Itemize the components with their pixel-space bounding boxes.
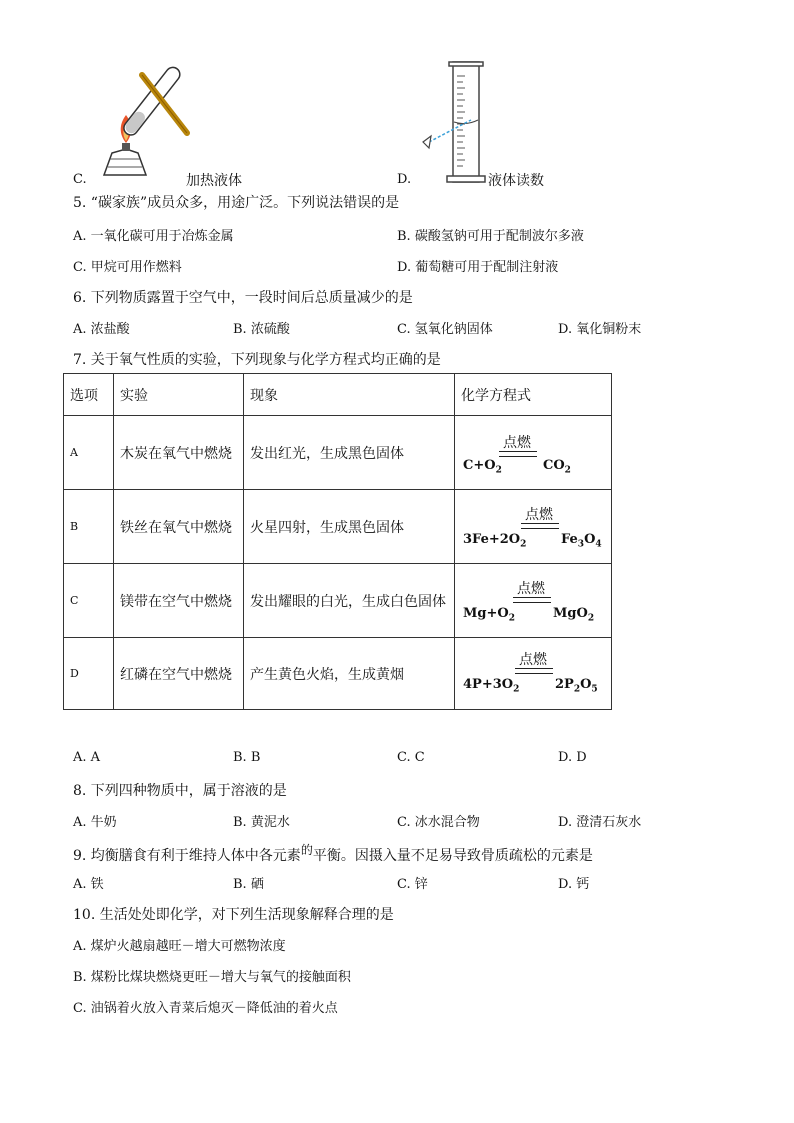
row-phenomenon: 产生黄色火焰，生成黄烟 (244, 638, 455, 710)
equation-d (455, 639, 611, 709)
table-row (64, 564, 612, 638)
q8-stem: 8. 下列四种物质中，属于溶液的是 (73, 783, 287, 799)
equation-reactants: $C+O_2$ (463, 457, 502, 476)
q5-option-a: A. 一氧化碳可用于冶炼金属 (73, 229, 234, 244)
equation-reactants: $4P+3O_2$ (463, 676, 520, 695)
equation-b (455, 492, 611, 562)
q7-stem: 7. 关于氧气性质的实验，下列现象与化学方程式均正确的是 (73, 352, 441, 368)
equation-a (455, 418, 611, 488)
q5-stem: 5. “碳家族”成员众多，用途广泛。下列说法错误的是 (73, 195, 400, 211)
equation-double-bar (513, 597, 551, 603)
q5-option-c: C. 甲烷可用作燃料 (73, 260, 182, 275)
table-header-row (64, 374, 612, 416)
row-phenomenon: 火星四射，生成黑色固体 (244, 490, 455, 564)
header-option: 选项 (64, 374, 114, 416)
header-equation: 化学方程式 (455, 374, 612, 416)
equation-reactants: $Mg+O_2$ (463, 605, 515, 624)
liquid-reading-figure (415, 58, 495, 186)
equation-condition: 点燃 (519, 651, 547, 668)
q9-option-d: D. 钙 (558, 877, 590, 892)
q8-option-b: B. 黄泥水 (233, 815, 290, 830)
q7-option-c: C. C (397, 750, 425, 765)
q4-option-d-label: D. (397, 172, 412, 187)
q8-option-d: D. 澄清石灰水 (558, 815, 642, 830)
row-option: A (64, 416, 114, 490)
q6-stem: 6. 下列物质露置于空气中，一段时间后总质量减少的是 (73, 290, 413, 306)
row-experiment: 木炭在氧气中燃烧 (114, 416, 244, 490)
row-experiment: 铁丝在氧气中燃烧 (114, 490, 244, 564)
q10-option-b: B. 煤粉比煤块燃烧更旺－增大与氧气的接触面积 (73, 970, 351, 985)
row-phenomenon: 发出红光，生成黑色固体 (244, 416, 455, 490)
equation-condition: 点燃 (517, 580, 545, 597)
q9-stem-part-1: 9. 均衡膳食有利于维持人体中各元素 (73, 848, 301, 864)
equation-double-bar (499, 451, 537, 457)
table-row (64, 490, 612, 564)
row-option: D (64, 638, 114, 710)
q6-option-b: B. 浓硫酸 (233, 322, 290, 337)
q9-option-c: C. 锌 (397, 877, 428, 892)
row-phenomenon: 发出耀眼的白光，生成白色固体 (244, 564, 455, 638)
q6-option-a: A. 浓盐酸 (73, 322, 130, 337)
equation-products: MgO$_2$ (553, 605, 595, 624)
equation-products: $CO_2$ (543, 457, 571, 476)
row-option: C (64, 564, 114, 638)
q10-option-c: C. 油锅着火放入青菜后熄灭－降低油的着火点 (73, 1001, 338, 1016)
q10-option-a: A. 煤炉火越扇越旺－增大可燃物浓度 (73, 939, 286, 954)
row-experiment: 红磷在空气中燃烧 (114, 638, 244, 710)
table-row (64, 638, 612, 710)
equation-condition: 点燃 (503, 434, 531, 451)
q8-option-a: A. 牛奶 (73, 815, 117, 830)
equation-condition: 点燃 (525, 506, 553, 523)
q10-stem: 10. 生活处处即化学，对下列生活现象解释合理的是 (73, 907, 394, 923)
q7-table (63, 373, 612, 710)
equation-products: $2P_2O_5$ (555, 676, 598, 695)
equation-c (455, 566, 611, 636)
q7-option-d: D. D (558, 750, 587, 765)
equation-double-bar (515, 668, 553, 674)
heating-liquid-figure (92, 45, 192, 180)
q7-option-b: B. B (233, 750, 261, 765)
q4-option-d-text: 液体读数 (488, 173, 544, 189)
row-experiment: 镁带在空气中燃烧 (114, 564, 244, 638)
q7-option-a: A. A (73, 750, 101, 765)
equation-double-bar (521, 523, 559, 529)
q9-stem-part-2: 平衡。因摄入量不足易导致骨质疏松的元素是 (312, 848, 593, 864)
q9-option-b: B. 硒 (233, 877, 264, 892)
q9-stem-small: 的 (300, 843, 313, 857)
q9-option-a: A. 铁 (73, 877, 104, 892)
q5-option-d: D. 葡萄糖可用于配制注射液 (397, 260, 559, 275)
equation-products: $Fe_3O_4$ (561, 531, 602, 550)
header-experiment: 实验 (114, 374, 244, 416)
header-phenomenon: 现象 (244, 374, 455, 416)
equation-reactants: $3Fe+2O_2$ (463, 531, 527, 550)
q6-option-c: C. 氢氧化钠固体 (397, 322, 493, 337)
table-row (64, 416, 612, 490)
q4-option-c-text: 加热液体 (186, 173, 242, 189)
row-option: B (64, 490, 114, 564)
q9-stem (73, 845, 593, 865)
q8-option-c: C. 冰水混合物 (397, 815, 480, 830)
q4-option-c-label: C. (73, 172, 87, 187)
q6-option-d: D. 氧化铜粉末 (558, 322, 642, 337)
q5-option-b: B. 碳酸氢钠可用于配制波尔多液 (397, 229, 584, 244)
